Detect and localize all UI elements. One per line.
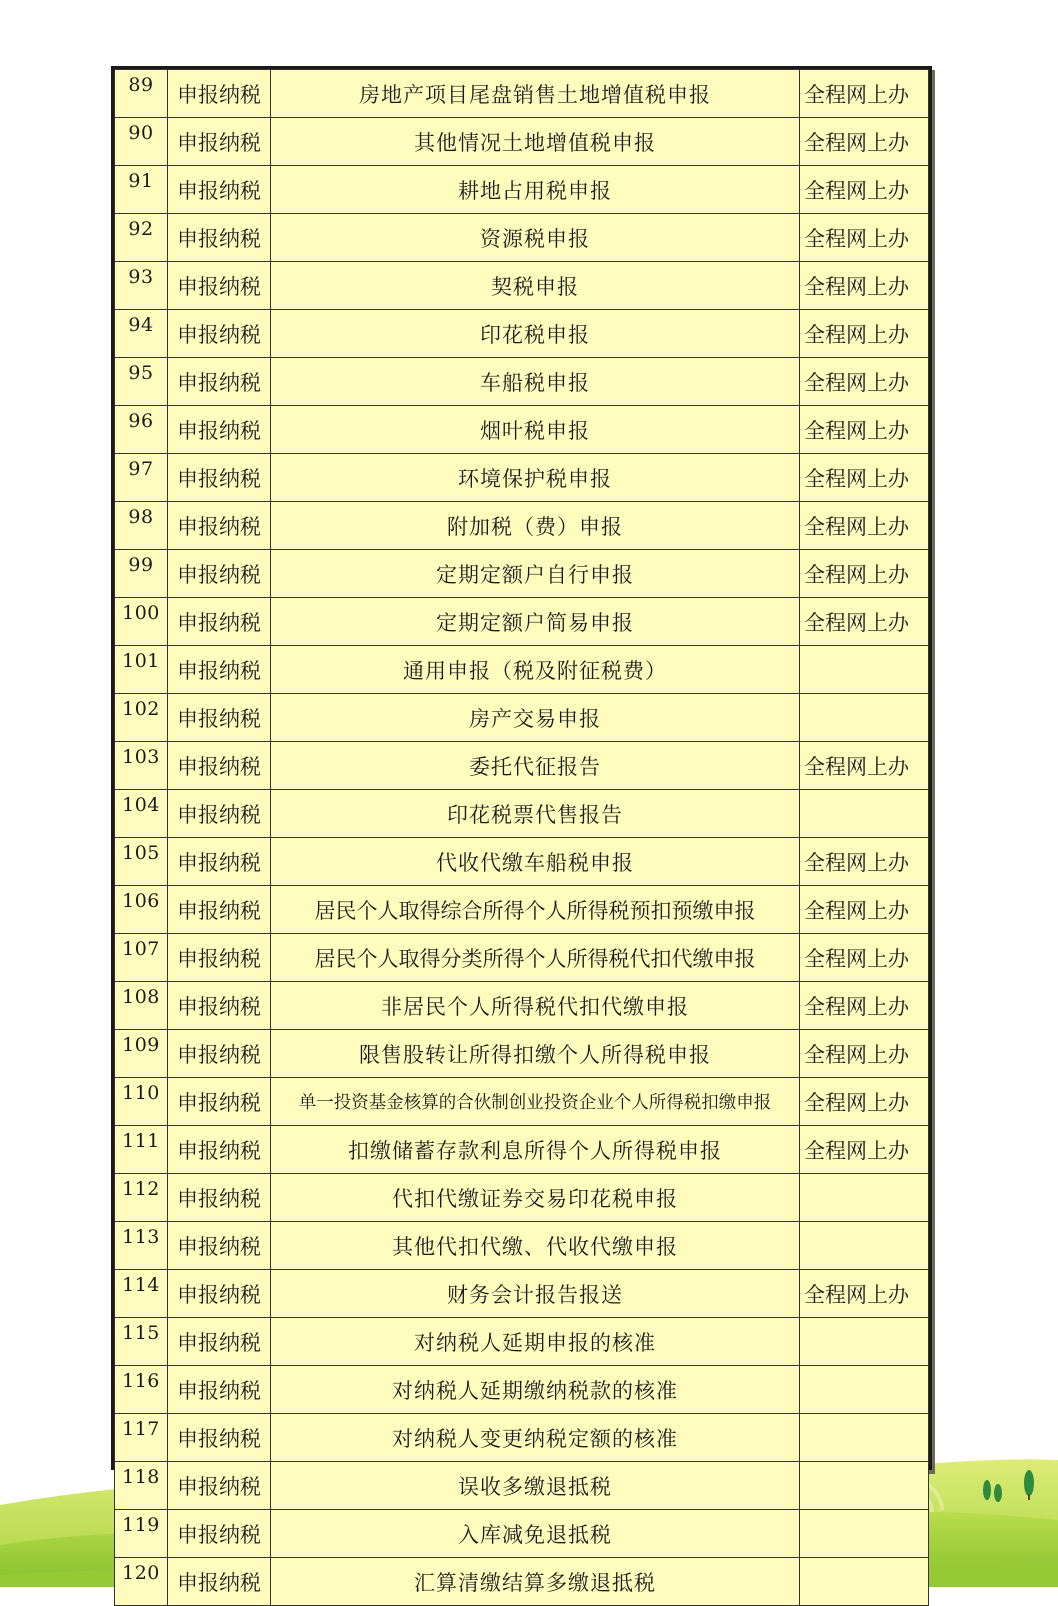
row-number: 90 — [115, 118, 168, 166]
row-category: 申报纳税 — [168, 982, 271, 1030]
tax-service-table — [111, 66, 932, 1595]
row-category: 申报纳税 — [168, 598, 271, 646]
row-item: 烟叶税申报 — [271, 406, 800, 454]
row-mode: 全程网上办 — [800, 742, 929, 790]
row-item: 车船税申报 — [271, 358, 800, 406]
row-category: 申报纳税 — [168, 1174, 271, 1222]
row-category: 申报纳税 — [168, 550, 271, 598]
row-mode: 全程网上办 — [800, 214, 929, 262]
row-mode: 全程网上办 — [800, 1126, 929, 1174]
row-mode: 全程网上办 — [800, 70, 929, 118]
table-row — [115, 406, 929, 454]
row-category: 申报纳税 — [168, 790, 271, 838]
row-mode: 全程网上办 — [800, 1030, 929, 1078]
row-item: 契税申报 — [271, 262, 800, 310]
table-row — [115, 982, 929, 1030]
row-mode — [800, 1510, 929, 1558]
table-row — [115, 1030, 929, 1078]
table-row — [115, 1174, 929, 1222]
row-number: 116 — [115, 1366, 168, 1414]
row-mode: 全程网上办 — [800, 934, 929, 982]
row-number: 120 — [115, 1558, 168, 1606]
row-number: 102 — [115, 694, 168, 742]
row-item: 代扣代缴证券交易印花税申报 — [271, 1174, 800, 1222]
row-number: 118 — [115, 1462, 168, 1510]
row-mode — [800, 1558, 929, 1606]
row-number: 115 — [115, 1318, 168, 1366]
row-category: 申报纳税 — [168, 1558, 271, 1606]
row-item: 房产交易申报 — [271, 694, 800, 742]
row-item: 扣缴储蓄存款利息所得个人所得税申报 — [271, 1126, 800, 1174]
row-category: 申报纳税 — [168, 1030, 271, 1078]
row-mode: 全程网上办 — [800, 1078, 929, 1126]
row-item: 其他代扣代缴、代收代缴申报 — [271, 1222, 800, 1270]
row-number: 94 — [115, 310, 168, 358]
row-item: 环境保护税申报 — [271, 454, 800, 502]
table-row — [115, 646, 929, 694]
row-number: 97 — [115, 454, 168, 502]
row-number: 114 — [115, 1270, 168, 1318]
row-number: 100 — [115, 598, 168, 646]
table-row — [115, 1222, 929, 1270]
table-row — [115, 358, 929, 406]
table-row — [115, 454, 929, 502]
table-row — [115, 1078, 929, 1126]
row-category: 申报纳税 — [168, 1462, 271, 1510]
row-number: 99 — [115, 550, 168, 598]
row-number: 110 — [115, 1078, 168, 1126]
row-item: 对纳税人延期申报的核准 — [271, 1318, 800, 1366]
row-category: 申报纳税 — [168, 262, 271, 310]
row-mode: 全程网上办 — [800, 262, 929, 310]
table-row — [115, 550, 929, 598]
row-category: 申报纳税 — [168, 502, 271, 550]
row-category: 申报纳税 — [168, 1270, 271, 1318]
row-category: 申报纳税 — [168, 1414, 271, 1462]
table-row — [115, 742, 929, 790]
table-row — [115, 1462, 929, 1510]
row-mode — [800, 1318, 929, 1366]
row-mode — [800, 694, 929, 742]
row-item: 居民个人取得综合所得个人所得税预扣预缴申报 — [271, 886, 800, 934]
row-category: 申报纳税 — [168, 454, 271, 502]
row-number: 106 — [115, 886, 168, 934]
row-item: 对纳税人延期缴纳税款的核准 — [271, 1366, 800, 1414]
row-mode — [800, 646, 929, 694]
table-row — [115, 166, 929, 214]
row-mode — [800, 1222, 929, 1270]
row-item: 财务会计报告报送 — [271, 1270, 800, 1318]
row-mode: 全程网上办 — [800, 118, 929, 166]
row-category: 申报纳税 — [168, 358, 271, 406]
row-item: 定期定额户简易申报 — [271, 598, 800, 646]
row-number: 108 — [115, 982, 168, 1030]
row-category: 申报纳税 — [168, 1126, 271, 1174]
row-number: 92 — [115, 214, 168, 262]
row-number: 89 — [115, 70, 168, 118]
row-mode — [800, 1462, 929, 1510]
row-item: 房地产项目尾盘销售土地增值税申报 — [271, 70, 800, 118]
row-number: 91 — [115, 166, 168, 214]
row-category: 申报纳税 — [168, 1222, 271, 1270]
row-item: 限售股转让所得扣缴个人所得税申报 — [271, 1030, 800, 1078]
table-row — [115, 1270, 929, 1318]
row-number: 112 — [115, 1174, 168, 1222]
row-category: 申报纳税 — [168, 742, 271, 790]
row-category: 申报纳税 — [168, 1366, 271, 1414]
row-mode: 全程网上办 — [800, 598, 929, 646]
row-number: 95 — [115, 358, 168, 406]
row-number: 93 — [115, 262, 168, 310]
row-number: 109 — [115, 1030, 168, 1078]
row-number: 105 — [115, 838, 168, 886]
row-category: 申报纳税 — [168, 70, 271, 118]
table-row — [115, 598, 929, 646]
table-row — [115, 934, 929, 982]
row-item: 居民个人取得分类所得个人所得税代扣代缴申报 — [271, 934, 800, 982]
row-item: 入库减免退抵税 — [271, 1510, 800, 1558]
row-item: 印花税票代售报告 — [271, 790, 800, 838]
row-number: 104 — [115, 790, 168, 838]
row-item: 附加税（费）申报 — [271, 502, 800, 550]
row-category: 申报纳税 — [168, 118, 271, 166]
row-mode: 全程网上办 — [800, 166, 929, 214]
row-number: 101 — [115, 646, 168, 694]
row-item: 误收多缴退抵税 — [271, 1462, 800, 1510]
row-category: 申报纳税 — [168, 886, 271, 934]
row-mode: 全程网上办 — [800, 1270, 929, 1318]
row-category: 申报纳税 — [168, 166, 271, 214]
table-row — [115, 1558, 929, 1606]
row-item: 对纳税人变更纳税定额的核准 — [271, 1414, 800, 1462]
row-mode: 全程网上办 — [800, 838, 929, 886]
row-item: 代收代缴车船税申报 — [271, 838, 800, 886]
row-item: 非居民个人所得税代扣代缴申报 — [271, 982, 800, 1030]
row-mode: 全程网上办 — [800, 454, 929, 502]
table-row — [115, 214, 929, 262]
row-item: 耕地占用税申报 — [271, 166, 800, 214]
row-item: 汇算清缴结算多缴退抵税 — [271, 1558, 800, 1606]
row-mode — [800, 1414, 929, 1462]
row-category: 申报纳税 — [168, 646, 271, 694]
table-row — [115, 502, 929, 550]
row-mode — [800, 1174, 929, 1222]
row-number: 119 — [115, 1510, 168, 1558]
table-row — [115, 694, 929, 742]
row-mode: 全程网上办 — [800, 550, 929, 598]
table-row — [115, 1318, 929, 1366]
row-category: 申报纳税 — [168, 838, 271, 886]
row-item: 定期定额户自行申报 — [271, 550, 800, 598]
row-mode: 全程网上办 — [800, 502, 929, 550]
row-mode — [800, 790, 929, 838]
table-row — [115, 790, 929, 838]
table-row — [115, 310, 929, 358]
row-category: 申报纳税 — [168, 694, 271, 742]
row-category: 申报纳税 — [168, 310, 271, 358]
row-number: 98 — [115, 502, 168, 550]
row-number: 103 — [115, 742, 168, 790]
table-row — [115, 1126, 929, 1174]
row-mode — [800, 1366, 929, 1414]
row-item: 委托代征报告 — [271, 742, 800, 790]
row-number: 113 — [115, 1222, 168, 1270]
row-number: 96 — [115, 406, 168, 454]
table-row — [115, 1366, 929, 1414]
table-row — [115, 1510, 929, 1558]
table-row — [115, 70, 929, 118]
row-item: 其他情况土地增值税申报 — [271, 118, 800, 166]
row-category: 申报纳税 — [168, 1078, 271, 1126]
row-category: 申报纳税 — [168, 934, 271, 982]
row-category: 申报纳税 — [168, 214, 271, 262]
row-item: 资源税申报 — [271, 214, 800, 262]
table-row — [115, 262, 929, 310]
table-row — [115, 1414, 929, 1462]
row-item: 通用申报（税及附征税费） — [271, 646, 800, 694]
row-number: 107 — [115, 934, 168, 982]
row-mode: 全程网上办 — [800, 406, 929, 454]
row-number: 117 — [115, 1414, 168, 1462]
table-row — [115, 838, 929, 886]
row-category: 申报纳税 — [168, 1510, 271, 1558]
row-item: 单一投资基金核算的合伙制创业投资企业个人所得税扣缴申报 — [271, 1078, 800, 1126]
row-category: 申报纳税 — [168, 1318, 271, 1366]
table-row — [115, 886, 929, 934]
row-mode: 全程网上办 — [800, 982, 929, 1030]
row-mode: 全程网上办 — [800, 358, 929, 406]
row-mode: 全程网上办 — [800, 886, 929, 934]
row-number: 111 — [115, 1126, 168, 1174]
row-item: 印花税申报 — [271, 310, 800, 358]
table-body — [115, 70, 929, 1606]
table-row — [115, 118, 929, 166]
row-mode: 全程网上办 — [800, 310, 929, 358]
row-category: 申报纳税 — [168, 406, 271, 454]
